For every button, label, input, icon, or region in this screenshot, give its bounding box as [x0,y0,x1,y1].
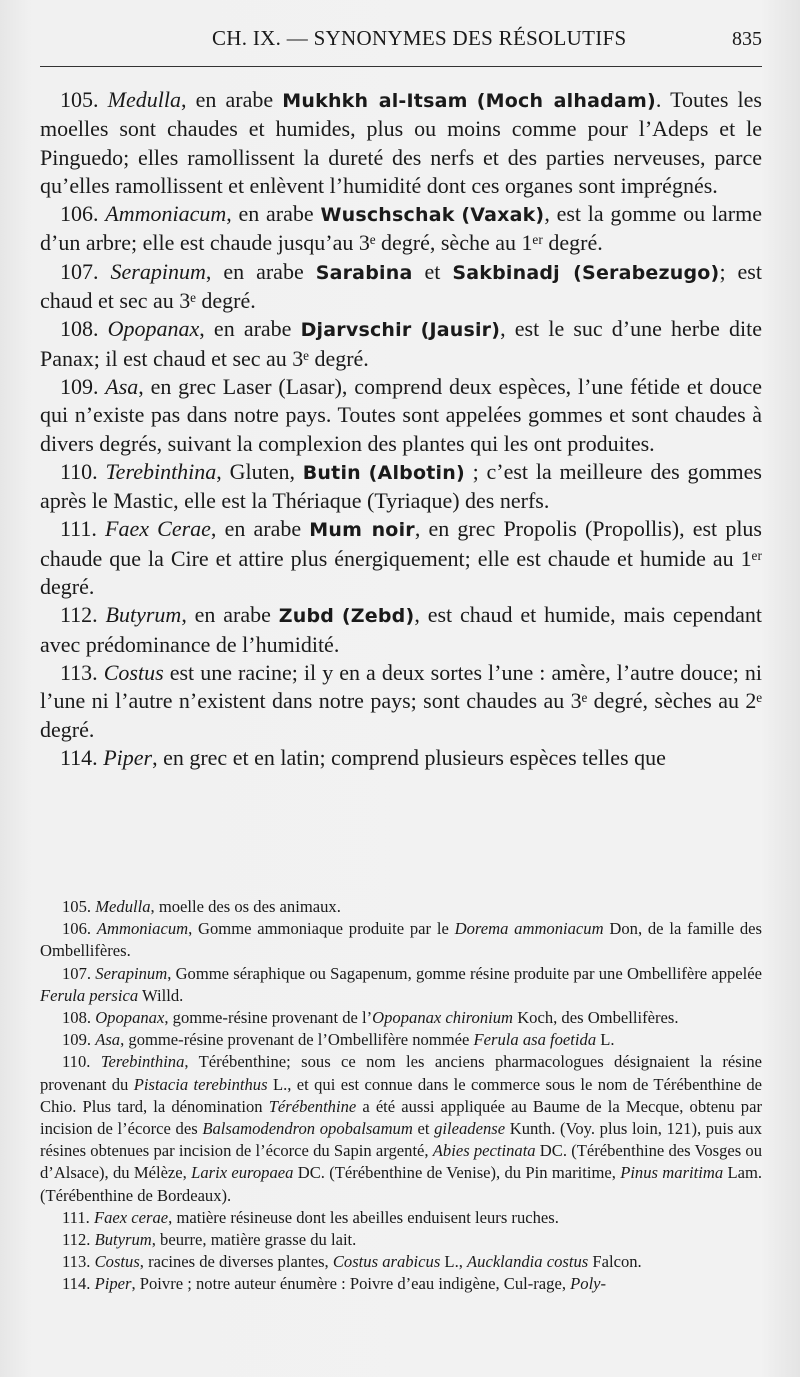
text-run: , beurre, matière grasse du lait. [151,1230,357,1250]
latin-term: Faex Cerae [105,516,211,542]
species-name: Poly- [570,1274,607,1294]
species-name: Pistacia terebinthus [133,1074,268,1094]
note-111 [40,1207,762,1229]
note-number: 109. [62,1030,92,1050]
species-name: Ferula asa foetida [473,1030,597,1050]
arabic-name: Mukhkh al-Itsam [282,90,468,112]
text-run: Kunth. (Voy. plus loin, 121), puis aux résines obtenues par incision de l’écorce du Sapin argenté, [40,1119,763,1161]
paragraph-108 [40,315,762,373]
text-run: , Gluten, [216,458,303,484]
text-run [411,316,420,341]
entry-number: 114. [60,744,98,770]
arabic-name: Wuschschak [320,204,455,227]
latin-term: Serapinum [110,258,206,284]
note-number: 111. [62,1207,90,1227]
text-run: , en arabe [180,87,283,112]
note-term: Piper [94,1274,132,1294]
text-run: , en arabe [199,316,301,342]
text-run: , en arabe [205,258,316,284]
species-name: Dorema ammoniacum [454,919,604,939]
paragraph-105 [40,86,762,200]
note-110 [40,1051,762,1206]
note-114 [40,1273,762,1295]
note-number: 113. [62,1252,91,1272]
text-run: , matière résineuse dont les abeilles enduisent leurs ruches. [168,1207,559,1227]
text-run: L. [596,1030,615,1050]
text-run: DC. (Térébenthine des Vosges ou d’Alsace), du Mélèze, [40,1141,763,1183]
arabic-name: Mum noir [309,519,415,542]
latin-term: Terebinthina [105,458,217,484]
latin-term: Medulla [107,87,181,112]
arabic-name: Sakbinadj (Serabezugo) [452,261,720,284]
latin-term: Costus [103,659,164,685]
note-112 [40,1229,762,1251]
latin-term: Piper [103,744,153,770]
text-run: , Térébenthine; sous ce nom les anciens pharmacologues désignaient la résine provenant du [40,1052,762,1094]
paragraph-110 [40,458,762,516]
text-run: ; est chaud et sec au 3ᵉ degré. [40,258,762,314]
text-run: Don, de la famille des Ombellifères. [40,919,762,961]
species-name: Aucklandia costus [467,1252,589,1272]
note-term: Medulla [95,897,151,916]
note-number: 105. [62,897,92,916]
entry-number: 112. [60,602,98,628]
note-106 [40,918,762,962]
text-run: Falcon. [588,1252,642,1272]
entry-number: 106. [60,201,99,227]
text-run: a été aussi appliquée au Baume de la Mecque, obtenu par incision de l’écorce des [40,1096,762,1139]
arabic-name: (Jausir) [420,319,501,342]
text-run: , en grec Laser (Lasar), comprend deux espèces, l’une fétide et douce qui n’existe pas dans notre pays. Toutes sont appelées gommes et sont chaudes à divers degrés, suivant la complexion des plantes qui les ont produites. [40,373,763,456]
page-number: 835 [732,28,762,50]
arabic-name: Butin [302,461,361,484]
entry-number: 105. [60,87,99,112]
running-title: CH. IX. — SYNONYMES DES RÉSOLUTIFS [212,26,627,50]
latin-term: Opopanax [107,316,200,342]
text-run [334,602,342,627]
text-run: Lam. (Térébenthine de Bordeaux). [40,1163,762,1205]
latin-term: Butyrum [105,602,182,628]
note-term: Asa [95,1030,121,1050]
text-run: . Toutes les moelles sont chaudes et humides, plus ou moins comme pour l’Adeps et le Pinguedo; elles ramollissent la dureté des nerfs et des parties nerveuses, parce qu’elles ramollissent et enlèvent l’humidité dont ces organes sont imprégnés. [40,87,762,198]
text-run: L., [440,1252,468,1272]
note-number: 110. [62,1052,91,1072]
text-run: , est le suc d’une herbe dite Panax; il est chaud et sec au 3ᵉ degré. [40,316,763,371]
text-run: , en arabe [226,201,321,227]
species-name: Larix europaea [191,1163,294,1183]
paragraph-111 [40,515,762,601]
note-107 [40,963,762,1007]
note-number: 112. [62,1230,91,1250]
arabic-name: (Albotin) [368,461,465,484]
text-run: , en grec Propolis (Propollis), est plus chaude que la Cire et attire plus énergiquement; elle est chaude et humide au 1ᵉʳ degré. [40,516,762,600]
species-name: Abies pectinata [432,1141,536,1161]
note-number: 114. [62,1274,91,1294]
text-run: , racines de diverses plantes, [139,1252,333,1272]
note-number: 107. [62,963,92,983]
species-name: Balsamodendron opobalsamum [202,1119,413,1139]
note-term: Opopanax [95,1008,165,1028]
page-header [40,26,762,62]
text-run: , Poivre ; notre auteur énumère : Poivre d’eau indigène, Cul-rage, [131,1274,571,1294]
paragraph-107 [40,258,762,316]
text-run: , gomme-résine provenant de l’ [164,1008,373,1028]
text-run: , en arabe [181,602,279,628]
entry-number: 110. [60,458,98,484]
latin-term: Asa [105,373,139,399]
text-run: , gomme-résine provenant de l’Ombellifère nommée [120,1030,474,1050]
note-term: Serapinum [95,963,168,983]
text-run: , moelle des os des animaux. [150,897,341,916]
paragraph-109 [40,373,762,458]
arabic-name: (Moch alhadam) [476,90,656,112]
paragraph-113 [40,659,762,744]
text-run: , est chaud et humide, mais cependant avec prédominance de l’humidité. [40,602,763,657]
footnotes [40,896,762,1296]
header-rule [40,66,762,67]
text-run: et [412,1119,435,1139]
arabic-name: (Zebd) [341,605,415,628]
text-run: et [412,258,453,284]
text-run [468,87,477,112]
note-term: Ammoniacum [96,919,189,939]
entry-number: 113. [60,659,98,685]
note-109 [40,1029,762,1051]
arabic-name: Zubd [278,605,335,628]
note-term: Terebinthina [100,1052,185,1072]
note-term: Faex cerae [93,1207,169,1227]
species-name: Costus arabicus [332,1252,441,1272]
note-108 [40,1007,762,1029]
note-113 [40,1251,762,1273]
text-run: , en arabe [210,516,310,542]
species-name: Pinus maritima [620,1163,724,1183]
text-run: , Gomme séraphique ou Sagapenum, gomme résine produite par une Ombellifère appelée [167,963,762,983]
species-name: Ferula persica [40,985,139,1005]
arabic-name: Djarvschir [300,319,412,342]
text-run: DC. (Térébenthine de Venise), du Pin maritime, [293,1163,621,1183]
species-name: Térébenthine [268,1096,357,1116]
note-term: Butyrum [94,1230,152,1250]
main-text [40,86,762,772]
species-name: gileadense [434,1119,506,1139]
text-run: Koch, des Ombellifères. [513,1008,679,1028]
species-name: Opopanax chironium [372,1008,514,1028]
note-number: 106. [62,919,92,939]
paragraph-114 [40,744,762,772]
text-run: , est la gomme ou larme d’un arbre; elle est chaude jusqu’au 3ᵉ degré, sèche au 1ᵉʳ degré. [40,201,763,256]
text-run [361,459,369,484]
arabic-name: (Vaxak) [461,204,545,227]
latin-term: Ammoniacum [105,201,227,227]
entry-number: 109. [60,373,99,399]
text-run: Willd. [138,985,184,1005]
note-number: 108. [62,1008,92,1028]
text-run: , en grec et en latin; comprend plusieurs espèces telles que [152,744,666,770]
arabic-name: Sarabina [315,261,413,284]
note-term: Costus [94,1252,140,1272]
text-run: est une racine; il y en a deux sortes l’une : amère, l’autre douce; ni l’une ni l’autre n’existent dans notre pays; sont chaudes au 3ᵉ degré, sèches au 2ᵉ degré. [40,659,763,742]
text-run: ; c’est la meilleure des gommes après le Mastic, elle est la Thériaque (Tyriaque) des nerfs. [40,458,762,514]
entry-number: 111. [60,516,97,542]
paragraph-106 [40,200,762,258]
entry-number: 107. [60,258,99,284]
paragraph-112 [40,601,762,659]
entry-number: 108. [60,316,99,342]
text-run: , Gomme ammoniaque produite par le [188,919,455,939]
note-105 [40,896,762,918]
text-run: L., et qui est connue dans le commerce sous le nom de Térébenthine de Chio. Plus tard, la dénomination [40,1074,762,1116]
